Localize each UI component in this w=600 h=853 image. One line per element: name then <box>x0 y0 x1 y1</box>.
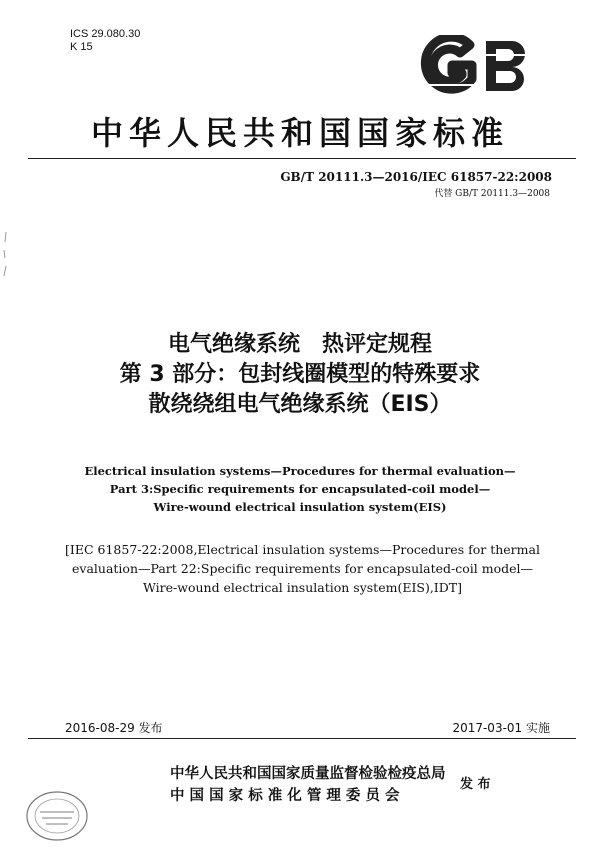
chinese-title-line-1: 电气绝缘系统 热评定规程 <box>167 332 432 357</box>
issuer-sac: 中 国 国 家 标 准 化 管 理 委 员 会 <box>170 787 400 804</box>
divider-bottom <box>28 738 576 739</box>
national-standard-title: 中华人民共和国国家标准 <box>90 114 509 152</box>
issue-label: 发 布 <box>460 777 491 792</box>
ics-code-block <box>70 28 140 54</box>
issuing-authorities <box>170 763 446 807</box>
issuer-aqsiq: 中华人民共和国国家质量监督检验检疫总局 <box>170 765 446 782</box>
english-title-line-2: Part 3:Specific requirements for encapsulated-coil model— <box>109 482 491 496</box>
divider-top <box>28 158 576 159</box>
implementation-date: 2017-03-01 实施 <box>452 721 550 735</box>
standard-number: GB/T 20111.3—2016/IEC 61857-22:2008 <box>280 170 552 184</box>
chinese-title <box>0 330 600 420</box>
iec-reference-line-1: [IEC 61857-22:2008,Electrical insulation systems—Procedures for thermal <box>65 542 540 557</box>
ccs-code: K 15 <box>70 41 93 53</box>
iec-reference-line-2: evaluation—Part 22:Specific requirements for encapsulated-coil model— <box>71 561 534 576</box>
chinese-title-line-2: 第 3 部分：包封线圈模型的特殊要求 <box>119 362 481 387</box>
round-stamp-icon <box>22 786 92 844</box>
iec-equivalence-reference <box>40 540 565 597</box>
replaces-note: 代替 GB/T 20111.3—2008 <box>434 189 550 199</box>
scan-artifact <box>0 230 12 290</box>
english-title-line-3: Wire-wound electrical insulation system(EIS) <box>153 500 447 514</box>
iec-reference-line-3: Wire-wound electrical insulation system(EIS),IDT] <box>143 580 462 595</box>
gb-logo <box>420 35 535 97</box>
english-title <box>0 462 600 516</box>
english-title-line-1: Electrical insulation systems—Procedures for thermal evaluation— <box>84 464 516 478</box>
publication-date: 2016-08-29 发布 <box>65 721 163 735</box>
ics-code: ICS 29.080.30 <box>70 28 141 40</box>
chinese-title-line-3: 散绕绕组电气绝缘系统（EIS） <box>148 392 452 417</box>
